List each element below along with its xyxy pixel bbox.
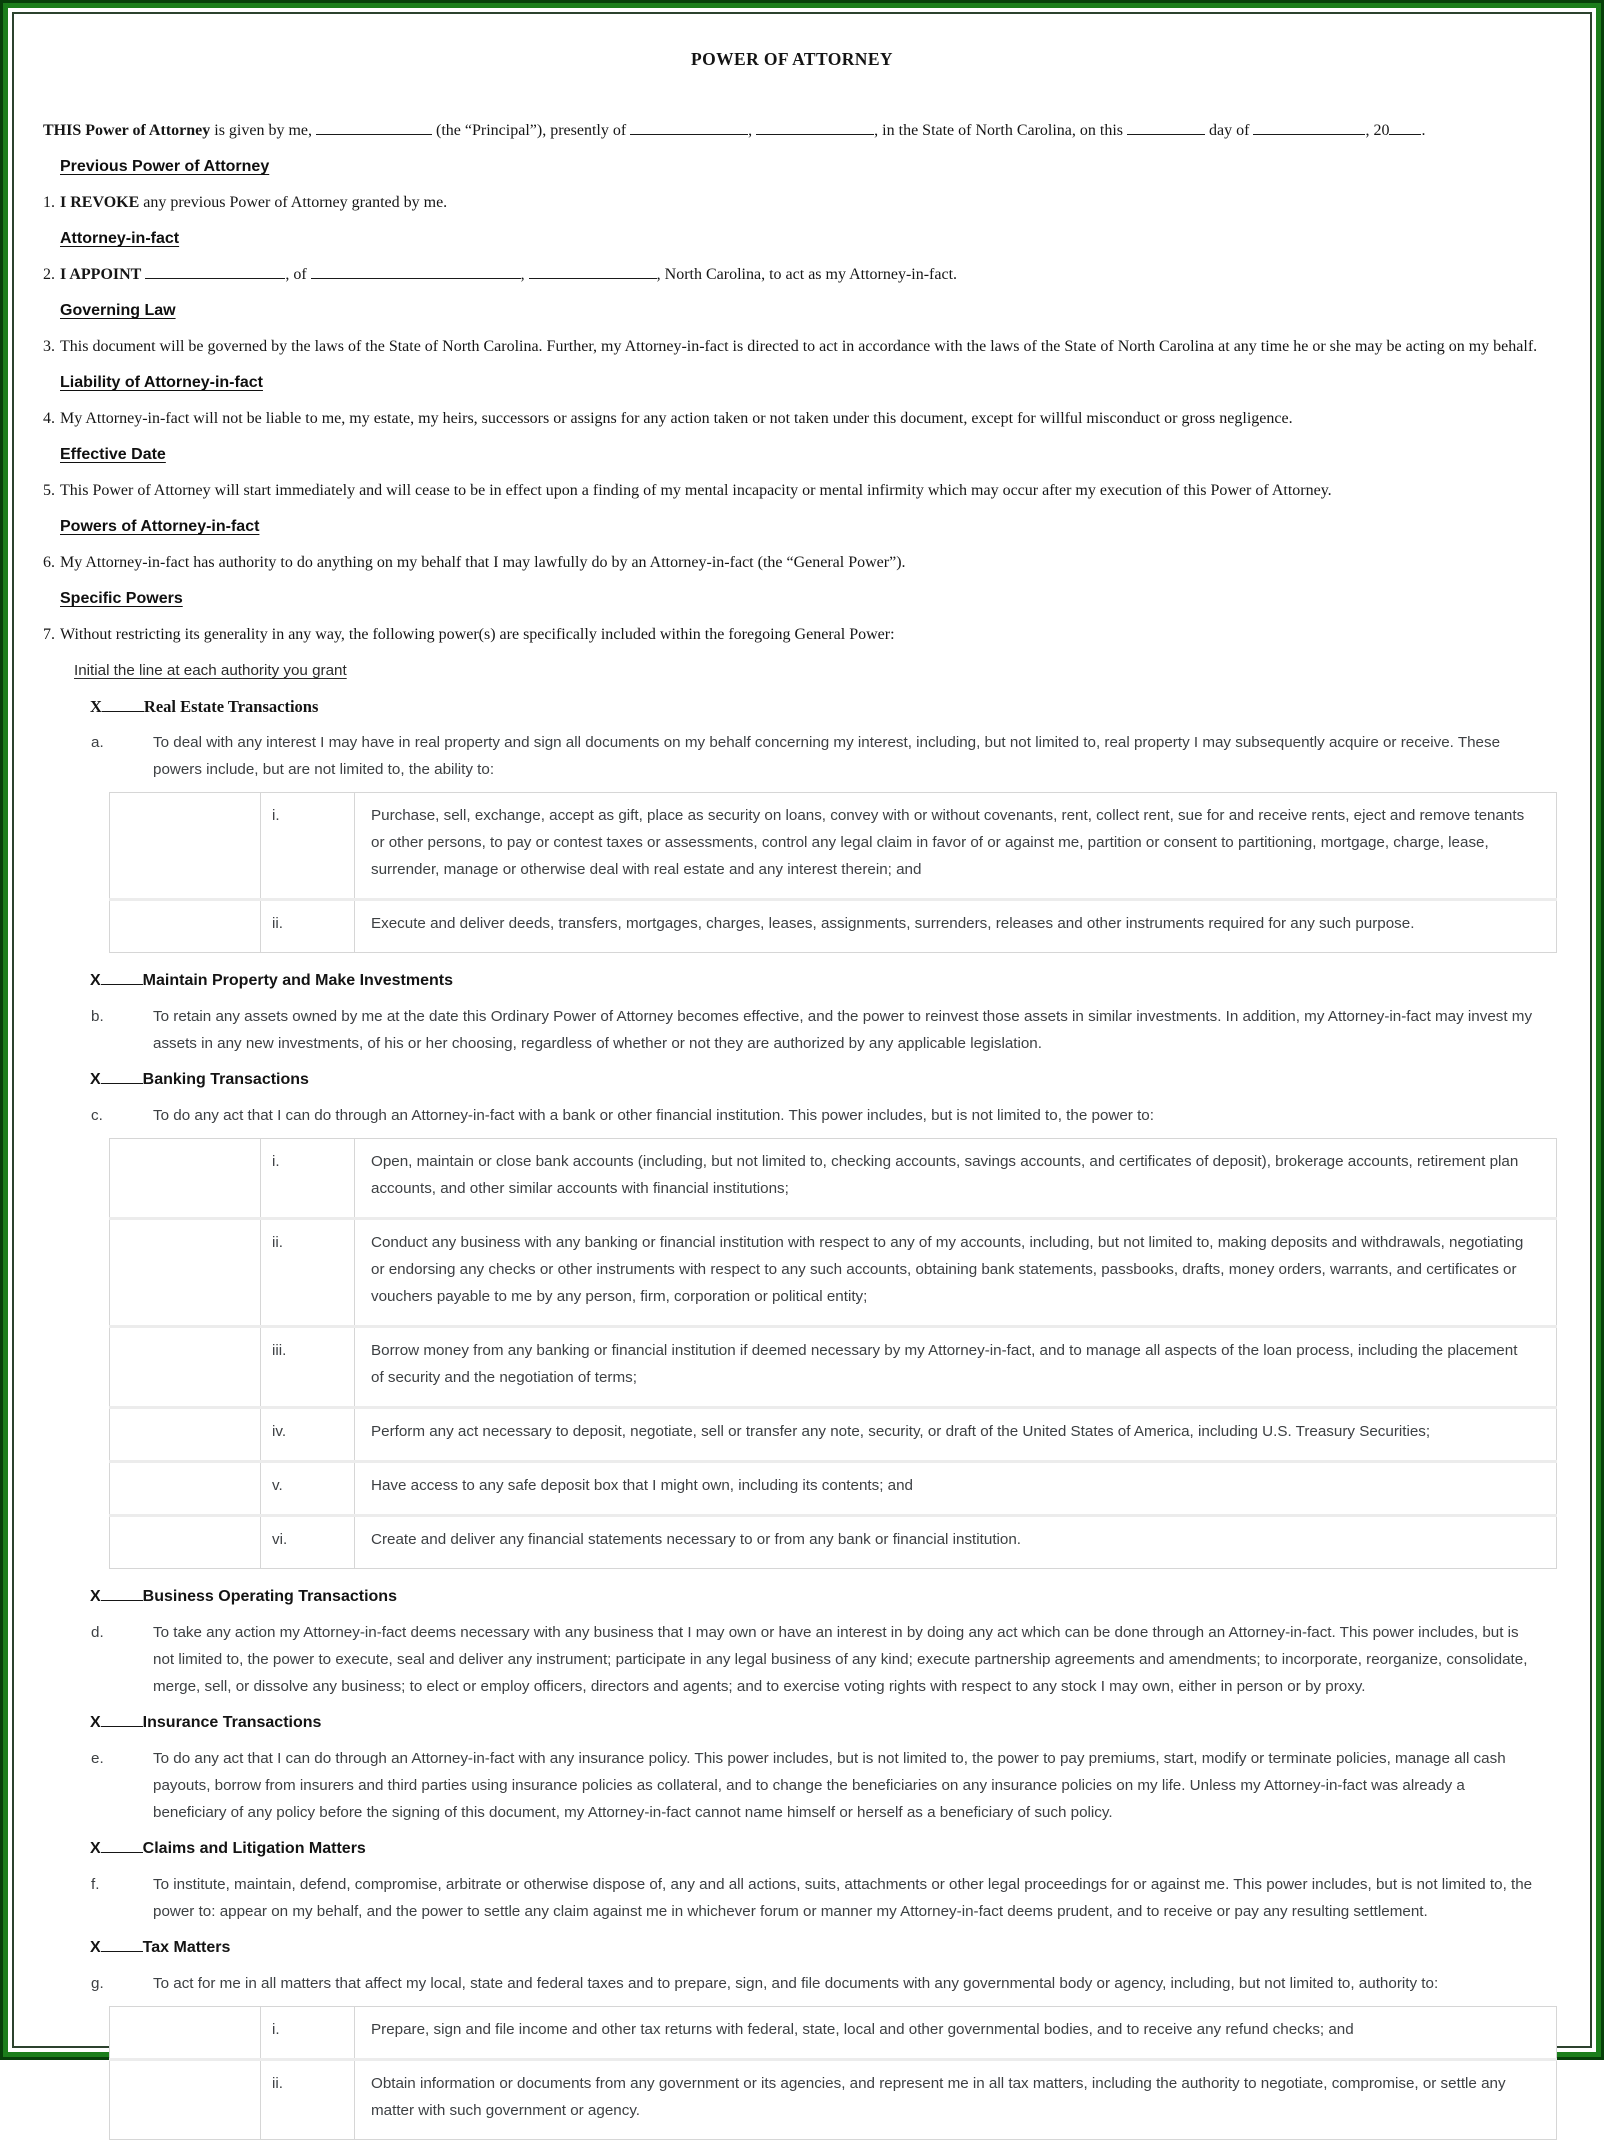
table-row	[110, 2060, 1557, 2140]
initial-marker: X	[90, 1071, 101, 1088]
text-cell: Have access to any safe deposit box that I might own, including its contents; and	[355, 1462, 1557, 1516]
power-letter: d.	[91, 1624, 104, 1641]
blank-month	[1253, 121, 1365, 135]
power-label: Maintain Property and Make Investments	[142, 972, 453, 989]
table-row	[110, 793, 1557, 900]
initial-line	[101, 1840, 143, 1853]
power-paragraph-f: f. To institute, maintain, defend, compromise, arbitrate or otherwise dispose of, any and all actions, suits, attachments or other legal proceedings for or against me. This power includes, but is not limited to, the power to: appear on my behalf, and the power to settle any claim against me in whichever forum or manner my Attorney-in-fact deems prudent, and to receive or pay any resulting settlement.	[91, 1871, 1541, 1925]
roman-cell: i.	[261, 793, 355, 900]
roman-cell: vi.	[261, 1516, 355, 1569]
power-label: Claims and Litigation Matters	[142, 1840, 366, 1857]
initial-line	[101, 1714, 143, 1727]
initial-marker: X	[90, 1939, 101, 1956]
clause-6-general-power: 6. My Attorney-in-fact has authority to do anything on my behalf that I may lawfully do by an Attorney-in-fact (the “General Power”).	[43, 554, 906, 571]
blank-year	[1389, 121, 1421, 135]
blank-attorney-city	[529, 265, 657, 279]
heading-effective-date: Effective Date	[60, 446, 166, 463]
initial-marker: X	[90, 1840, 101, 1857]
power-letter: g.	[91, 1975, 104, 1992]
heading-specific-powers: Specific Powers	[60, 590, 183, 607]
clause-3-governing: 3. This document will be governed by the laws of the State of North Carolina. Further, my Attorney-in-fact is directed to act in accordance with the laws of the State of North Carolina at any time he or she may be acting on my behalf.	[43, 338, 1538, 355]
initials-cell	[110, 1516, 261, 1569]
initials-cell	[110, 1139, 261, 1219]
blank-city	[756, 121, 874, 135]
table-row	[110, 1219, 1557, 1327]
power-letter: f.	[91, 1876, 100, 1893]
clause-2-appoint: 2. I APPOINT , of , , North Carolina, to act as my Attorney-in-fact.	[43, 266, 958, 283]
initial-line	[101, 1071, 143, 1084]
power-letter: c.	[91, 1107, 103, 1124]
heading-attorney-in-fact: Attorney-in-fact	[60, 230, 180, 247]
heading-liability: Liability of Attorney-in-fact	[60, 374, 263, 391]
text-cell: Purchase, sell, exchange, accept as gift, place as security on loans, convey with or without covenants, rent, collect rent, sue for and receive rents, eject and remove tenants or other persons, to pay or contest taxes or assessments, control any legal claim in favor of or against me, partition or consent to partitioning, mortgage, charge, lease, surrender, manage or otherwise deal with real estate and any interest therein; and	[355, 793, 1557, 900]
power-letter: e.	[91, 1750, 104, 1767]
text-cell: Obtain information or documents from any government or its agencies, and represent me in all tax matters, including the authority to negotiate, compromise, or settle any matter with such government or agency.	[355, 2060, 1557, 2140]
power-paragraph-g: g. To act for me in all matters that affect my local, state and federal taxes and to prepare, sign, and file documents with any governmental body or agency, including, but not limited to, authority to:	[91, 1970, 1541, 1997]
roman-cell: iv.	[261, 1408, 355, 1462]
initials-cell	[110, 1219, 261, 1327]
roman-cell: ii.	[261, 1219, 355, 1327]
clause-7-specific: 7. Without restricting its generality in any way, the following power(s) are specifically included within the foregoing General Power:	[43, 626, 895, 643]
text-cell: Conduct any business with any banking or financial institution with respect to any of my accounts, including, but not limited to, making deposits and withdrawals, negotiating or endorsing any checks or other instruments with respect to any such accounts, obtaining bank statements, passbooks, drafts, money orders, warrants, and certificates or vouchers payable to me by any person, firm, corporation or political entity;	[355, 1219, 1557, 1327]
table-row	[110, 1327, 1557, 1408]
power-heading-banking	[90, 1066, 1541, 1093]
blank-attorney-address	[311, 265, 521, 279]
clause-4-liability: 4. My Attorney-in-fact will not be liable to me, my estate, my heirs, successors or assigns for any action taken or not taken under this document, except for willful misconduct or gross negligence.	[43, 410, 1293, 427]
power-letter: a.	[91, 734, 104, 751]
text-cell: Prepare, sign and file income and other tax returns with federal, state, local and other governmental bodies, and to receive any refund checks; and	[355, 2007, 1557, 2060]
authority-table-tax	[109, 2006, 1557, 2140]
initial-marker: X	[90, 1714, 101, 1731]
blank-day	[1127, 121, 1205, 135]
power-label: Banking Transactions	[142, 1071, 309, 1088]
initial-marker: X	[90, 697, 102, 716]
table-row	[110, 1408, 1557, 1462]
heading-previous-poa: Previous Power of Attorney	[60, 158, 270, 175]
power-paragraph-d: d. To take any action my Attorney-in-fact deems necessary with any business that I may own or have an interest in by doing any act which can be done through an Attorney-in-fact. This power includes, but is not limited to, the power to execute, seal and deliver any instrument; participate in any legal business of any kind; execute partnership agreements and amendments; to incorporate, reorganize, consolidate, merge, sell, or dissolve any business; to elect or employ officers, directors and agents; and to exercise voting rights with respect to any stock I may own, either in person or by proxy.	[91, 1619, 1541, 1700]
intro-lead-bold: THIS Power of Attorney	[43, 122, 211, 139]
power-label: Tax Matters	[142, 1939, 231, 1956]
clause-1-revoke: 1. I REVOKE any previous Power of Attorney granted by me.	[43, 194, 448, 211]
power-label: Insurance Transactions	[142, 1714, 322, 1731]
initials-cell	[110, 2007, 261, 2060]
initial-line	[102, 699, 144, 712]
authority-table-real-estate	[109, 792, 1557, 953]
power-label: Real Estate Transactions	[143, 697, 319, 716]
initials-cell	[110, 793, 261, 900]
initial-line	[101, 972, 143, 985]
roman-cell: v.	[261, 1462, 355, 1516]
blank-principal-name	[316, 121, 432, 135]
initial-marker: X	[90, 972, 101, 989]
text-cell: Open, maintain or close bank accounts (including, but not limited to, checking accounts, savings accounts, and certificates of deposit), brokerage accounts, retirement plan accounts, and other similar accounts with financial institutions;	[355, 1139, 1557, 1219]
power-label: Business Operating Transactions	[142, 1588, 397, 1605]
power-heading-insurance	[90, 1709, 1541, 1736]
initials-cell	[110, 2060, 261, 2140]
power-paragraph-c: c. To do any act that I can do through an Attorney-in-fact with a bank or other financial institution. This power includes, but is not limited to, the power to:	[91, 1102, 1541, 1129]
heading-governing-law: Governing Law	[60, 302, 176, 319]
authority-table-banking	[109, 1138, 1557, 1569]
text-cell: Execute and deliver deeds, transfers, mortgages, charges, leases, assignments, surrenders, releases and other instruments required for any such purpose.	[355, 900, 1557, 953]
document-title: POWER OF ATTORNEY	[691, 49, 893, 69]
power-paragraph-a: a. To deal with any interest I may have in real property and sign all documents on my behalf concerning my interest, including, but not limited to, real property I may subsequently acquire or receive. These powers include, but are not limited to, the ability to:	[91, 729, 1541, 783]
initial-line	[101, 1588, 143, 1601]
table-row	[110, 900, 1557, 953]
blank-address	[630, 121, 748, 135]
table-row	[110, 1462, 1557, 1516]
table-row	[110, 1139, 1557, 1219]
power-letter: b.	[91, 1008, 104, 1025]
table-row	[110, 1516, 1557, 1569]
initials-cell	[110, 1462, 261, 1516]
power-heading-claims	[90, 1835, 1541, 1862]
roman-cell: i.	[261, 1139, 355, 1219]
roman-cell: i.	[261, 2007, 355, 2060]
power-paragraph-b: b. To retain any assets owned by me at the date this Ordinary Power of Attorney becomes effective, and the power to reinvest those assets in similar investments. In addition, my Attorney-in-fact may invest my assets in any new investments, of his or her choosing, regardless of whether or not they are authorized by any applicable legislation.	[91, 1003, 1541, 1057]
roman-cell: ii.	[261, 2060, 355, 2140]
power-heading-business	[90, 1583, 1541, 1610]
initial-instruction: Initial the line at each authority you grant	[74, 662, 347, 679]
text-cell: Perform any act necessary to deposit, negotiate, sell or transfer any note, security, or draft of the United States of America, including U.S. Treasury Securities;	[355, 1408, 1557, 1462]
text-cell: Create and deliver any financial statements necessary to or from any bank or financial institution.	[355, 1516, 1557, 1569]
clause-5-effective: 5. This Power of Attorney will start immediately and will cease to be in effect upon a finding of my mental incapacity or mental infirmity which may occur after my execution of this Power of Attorney.	[43, 482, 1332, 499]
text-cell: Borrow money from any banking or financial institution if deemed necessary by my Attorney-in-fact, and to manage all aspects of the loan process, including the placement of security and the negotiation of terms;	[355, 1327, 1557, 1408]
initials-cell	[110, 1408, 261, 1462]
power-heading-tax	[90, 1934, 1541, 1961]
intro-paragraph: THIS Power of Attorney is given by me, (the “Principal”), presently of , , in the State of North Carolina, on this day of , 20 .	[43, 122, 1426, 139]
blank-attorney-name	[145, 265, 285, 279]
table-row	[110, 2007, 1557, 2060]
initials-cell	[110, 1327, 261, 1408]
power-heading-maintain-property	[90, 967, 1541, 994]
power-heading-real-estate	[90, 693, 1541, 720]
initials-cell	[110, 900, 261, 953]
initial-marker: X	[90, 1588, 101, 1605]
roman-cell: ii.	[261, 900, 355, 953]
heading-powers-of-aif: Powers of Attorney-in-fact	[60, 518, 260, 535]
initial-line	[101, 1939, 143, 1952]
roman-cell: iii.	[261, 1327, 355, 1408]
power-paragraph-e: e. To do any act that I can do through an Attorney-in-fact with any insurance policy. This power includes, but is not limited to, the power to pay premiums, start, modify or terminate policies, manage all cash payouts, borrow from insurers and third parties using insurance policies as collateral, and to change the beneficiaries on any insurance policies on my life. Unless my Attorney-in-fact was already a beneficiary of any policy before the signing of this document, my Attorney-in-fact cannot name himself or herself as a beneficiary of such policy.	[91, 1745, 1541, 1826]
